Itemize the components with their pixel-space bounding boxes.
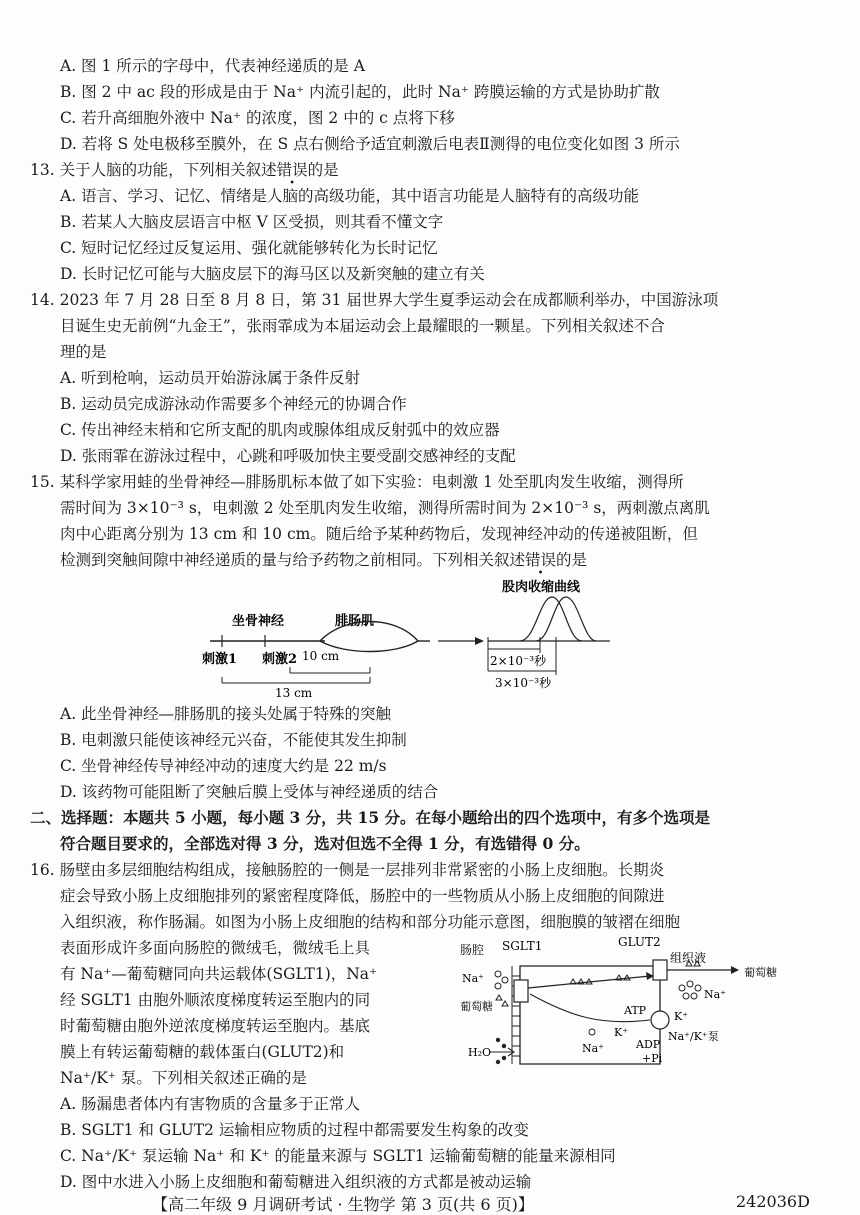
q14-option-c: C. 传出神经末梢和它所支配的肌肉或腺体组成反射弧中的效应器 xyxy=(60,421,500,439)
na-ion xyxy=(495,983,501,989)
q15-stem-line2: 需时间为 3×10⁻³ s，电刺激 2 处至肌肉发生收缩，测得所需时间为 2×10⁻³ s，两刺激点离肌 xyxy=(60,499,710,517)
flux-glut2-head xyxy=(731,966,739,974)
q13-option-a: A. 语言、学习、记忆、情绪是人脑的高级功能，其中语言功能是人脑特有的高级功能 xyxy=(60,187,640,205)
q16-stem-line6: 经 SGLT1 由胞外顺浓度梯度转运至胞内的同 xyxy=(60,991,371,1009)
k-plus-tissue-label: K⁺ xyxy=(674,1010,689,1023)
na-plus-lumen-label: Na⁺ xyxy=(462,972,484,985)
page-footer-title: 【高二年级 9 月调研考试 · 生物学 第 3 页(共 6 页)】 xyxy=(152,1195,534,1214)
q15-stem-line4-pre: 检测到突触间隙中神经递质的量与给予药物之前相同。下列相关叙述 xyxy=(60,551,526,569)
section2-header-line2: 符合题目要求的，全部选对得 3 分，选对但选不全得 1 分，有选错得 0 分。 xyxy=(60,834,590,853)
water-molecule xyxy=(502,1044,506,1048)
q13-option-c: C. 短时记忆经过反复运用、强化就能够转化为长时记忆 xyxy=(60,239,438,257)
na-ion xyxy=(495,971,501,977)
q16-stem-line1: 16. 肠壁由多层细胞结构组成，接触肠腔的一侧是一层排列非常紧密的小肠上皮细胞。长期炎 xyxy=(30,861,665,879)
na-ion-tissue xyxy=(691,993,697,999)
q15-stem-line4 xyxy=(60,550,587,570)
section2-header-line1: 二、选择题：本题共 5 小题，每小题 3 分，共 15 分。在每小题给出的四个选项中，有多个选项是 xyxy=(30,808,711,827)
na-ion xyxy=(502,977,508,983)
q16-stem-line9: Na⁺/K⁺ 泵。下列相关叙述正确的是 xyxy=(60,1069,307,1087)
muscle-label: 腓肠肌 xyxy=(335,614,375,629)
flux-sglt1 xyxy=(528,976,650,988)
q13-stem-emphasis: 错误 xyxy=(276,161,308,179)
pi-label: +Pi xyxy=(642,1052,663,1065)
q16-stem-line7: 时葡萄糖由胞外逆浓度梯度转运至胞内。基底 xyxy=(60,1017,371,1035)
q12-option-c: C. 若升高细胞外液中 Na⁺ 的浓度，图 2 中的 c 点将下移 xyxy=(60,109,455,127)
q15-option-a: A. 此坐骨神经—腓肠肌的接头处属于特殊的突触 xyxy=(60,705,392,723)
na-ion-intracellular xyxy=(589,1029,595,1035)
glut2-label: GLUT2 xyxy=(618,936,661,949)
glucose-lumen-marks xyxy=(496,995,508,1006)
na-plus-tissue-label: Na⁺ xyxy=(704,988,726,1001)
q16-stem-line4: 表面形成许多面向肠腔的微绒毛，微绒毛上具 xyxy=(60,939,371,957)
q16-option-d: D. 图中水进入小肠上皮细胞和葡萄糖进入组织液的方式都是被动运输 xyxy=(60,1173,532,1191)
water-molecule xyxy=(496,1060,500,1064)
q13-stem-pre: 13. 关于人脑的功能，下列相关叙述 xyxy=(30,161,277,179)
q13-option-b: B. 若某人大脑皮层语言中枢 V 区受损，则其看不懂文字 xyxy=(60,213,444,231)
na-ion-tissue xyxy=(687,981,693,987)
adp-label: ADP xyxy=(636,1038,661,1051)
q15-option-d: D. 该药物可能阻断了突触后膜上受体与神经递质的结合 xyxy=(60,783,439,801)
q15-option-b: B. 电刺激只能使该神经元兴奋，不能使其发生抑制 xyxy=(60,731,407,749)
glucose-lumen-label: 葡萄糖 xyxy=(460,1000,493,1013)
na-ion-tissue xyxy=(679,985,685,991)
q15-stem-line1: 15. 某科学家用蛙的坐骨神经—腓肠肌标本做了如下实验：电刺激 1 处至肌肉发生收缩，测得所 xyxy=(30,473,684,491)
water-molecule xyxy=(496,1038,500,1042)
q14-stem-line2: 目诞生史无前例“九金王”，张雨霏成为本届运动会上最耀眼的一颗星。下列相关叙述不合 xyxy=(60,317,665,335)
q13-option-d: D. 长时记忆可能与大脑皮层下的海马区以及新突触的建立有关 xyxy=(60,265,485,283)
glucose-intracellular-marks xyxy=(570,975,630,984)
na-plus-cell-label: Na⁺ xyxy=(582,1042,604,1055)
water-arrow xyxy=(490,1048,514,1056)
q16-stem-line3: 入组织液，称作肠漏。如图为小肠上皮细胞的结构和部分功能示意图，细胞膜的皱褶在细胞 xyxy=(60,913,681,931)
q16-stem-line2: 症会导致小肠上皮细胞排列的紧密程度降低，肠腔中的一些物质从小肠上皮细胞的间隙进 xyxy=(60,887,665,905)
tissue-fluid-label: 组织液 xyxy=(670,951,707,965)
na-ion-tissue xyxy=(695,985,701,991)
q14-option-d: D. 张雨霏在游泳过程中，心跳和呼吸加快主要受副交感神经的支配 xyxy=(60,447,516,465)
water-molecule xyxy=(502,1056,506,1060)
time-long-label: 3×10⁻³秒 xyxy=(495,676,552,690)
arrow-head xyxy=(475,637,484,645)
q12-option-d: D. 若将 S 处电极移至膜外，在 S 点右侧给予适宜刺激后电表Ⅱ测得的电位变化如图 3 所示 xyxy=(60,135,680,153)
q14-stem-line3: 理的是 xyxy=(60,343,107,361)
q16-option-c: C. Na⁺/K⁺ 泵运输 Na⁺ 和 K⁺ 的能量来源与 SGLT1 运输葡萄糖的能量来源相同 xyxy=(60,1147,616,1165)
curve-early xyxy=(520,597,582,641)
k-plus-cell-label: K⁺ xyxy=(614,1026,629,1039)
q16-option-b: B. SGLT1 和 GLUT2 运输相应物质的过程中都需要发生构象的改变 xyxy=(60,1121,529,1139)
lumen-label: 肠腔 xyxy=(460,943,485,957)
q15-option-c: C. 坐骨神经传导神经冲动的速度大约是 22 m/s xyxy=(60,757,387,775)
q16-epithelial-cell-figure xyxy=(460,936,840,1078)
nerve-label: 坐骨神经 xyxy=(232,614,285,629)
sglt1-label: SGLT1 xyxy=(502,939,543,953)
pump-label: Na⁺/K⁺泵 xyxy=(668,1030,719,1043)
q14-option-a: A. 听到枪响，运动员开始游泳属于条件反射 xyxy=(60,369,361,387)
curve-title: 股肉收缩曲线 xyxy=(502,580,581,595)
q16-stem-line8: 膜上有转运葡萄糖的载体蛋白(GLUT2)和 xyxy=(60,1043,345,1061)
q16-stem-line5: 有 Na⁺—葡萄糖同向共运载体(SGLT1)，Na⁺ xyxy=(60,965,378,983)
na-k-pump xyxy=(651,1011,669,1029)
dist-short-label: 10 cm xyxy=(302,649,340,663)
q13-stem-post: 的是 xyxy=(307,161,339,179)
page-footer-code: 242036D xyxy=(736,1192,810,1211)
glut2-transporter xyxy=(653,960,667,980)
water-label: H₂O xyxy=(468,1046,492,1059)
time-short-label: 2×10⁻³秒 xyxy=(490,654,547,668)
q13-stem xyxy=(30,160,339,180)
glucose-tissue-label: 葡萄糖 xyxy=(744,966,777,979)
sglt1-transporter xyxy=(514,980,528,1002)
q15-stem-emphasis: 错误 xyxy=(525,551,557,569)
q15-stem-line3: 肉中心距离分别为 13 cm 和 10 cm。随后给予某种药物后，发现神经冲动的传递被阻断，但 xyxy=(60,525,698,543)
atp-label: ATP xyxy=(624,1004,647,1017)
q12-option-b: B. 图 2 中 ac 段的形成是由于 Na⁺ 内流引起的，此时 Na⁺ 跨膜运输的方式是协助扩散 xyxy=(60,83,660,101)
na-ion-tissue xyxy=(683,993,689,999)
q16-option-a: A. 肠漏患者体内有害物质的含量多于正常人 xyxy=(60,1095,361,1113)
stim2-label: 刺激2 xyxy=(262,652,298,667)
q12-option-a: A. 图 1 所示的字母中，代表神经递质的是 A xyxy=(60,57,365,75)
dist-long-label: 13 cm xyxy=(275,686,313,700)
q15-nerve-muscle-figure xyxy=(190,575,650,700)
q14-stem-line1: 14. 2023 年 7 月 28 日至 8 月 8 日，第 31 届世界大学生夏季运动会在成都顺利举办，中国游泳项 xyxy=(30,291,719,309)
stim1-label: 刺激1 xyxy=(202,652,238,667)
q14-option-b: B. 运动员完成游泳动作需要多个神经元的协调合作 xyxy=(60,395,407,413)
q15-stem-line4-post: 的是 xyxy=(556,551,588,569)
